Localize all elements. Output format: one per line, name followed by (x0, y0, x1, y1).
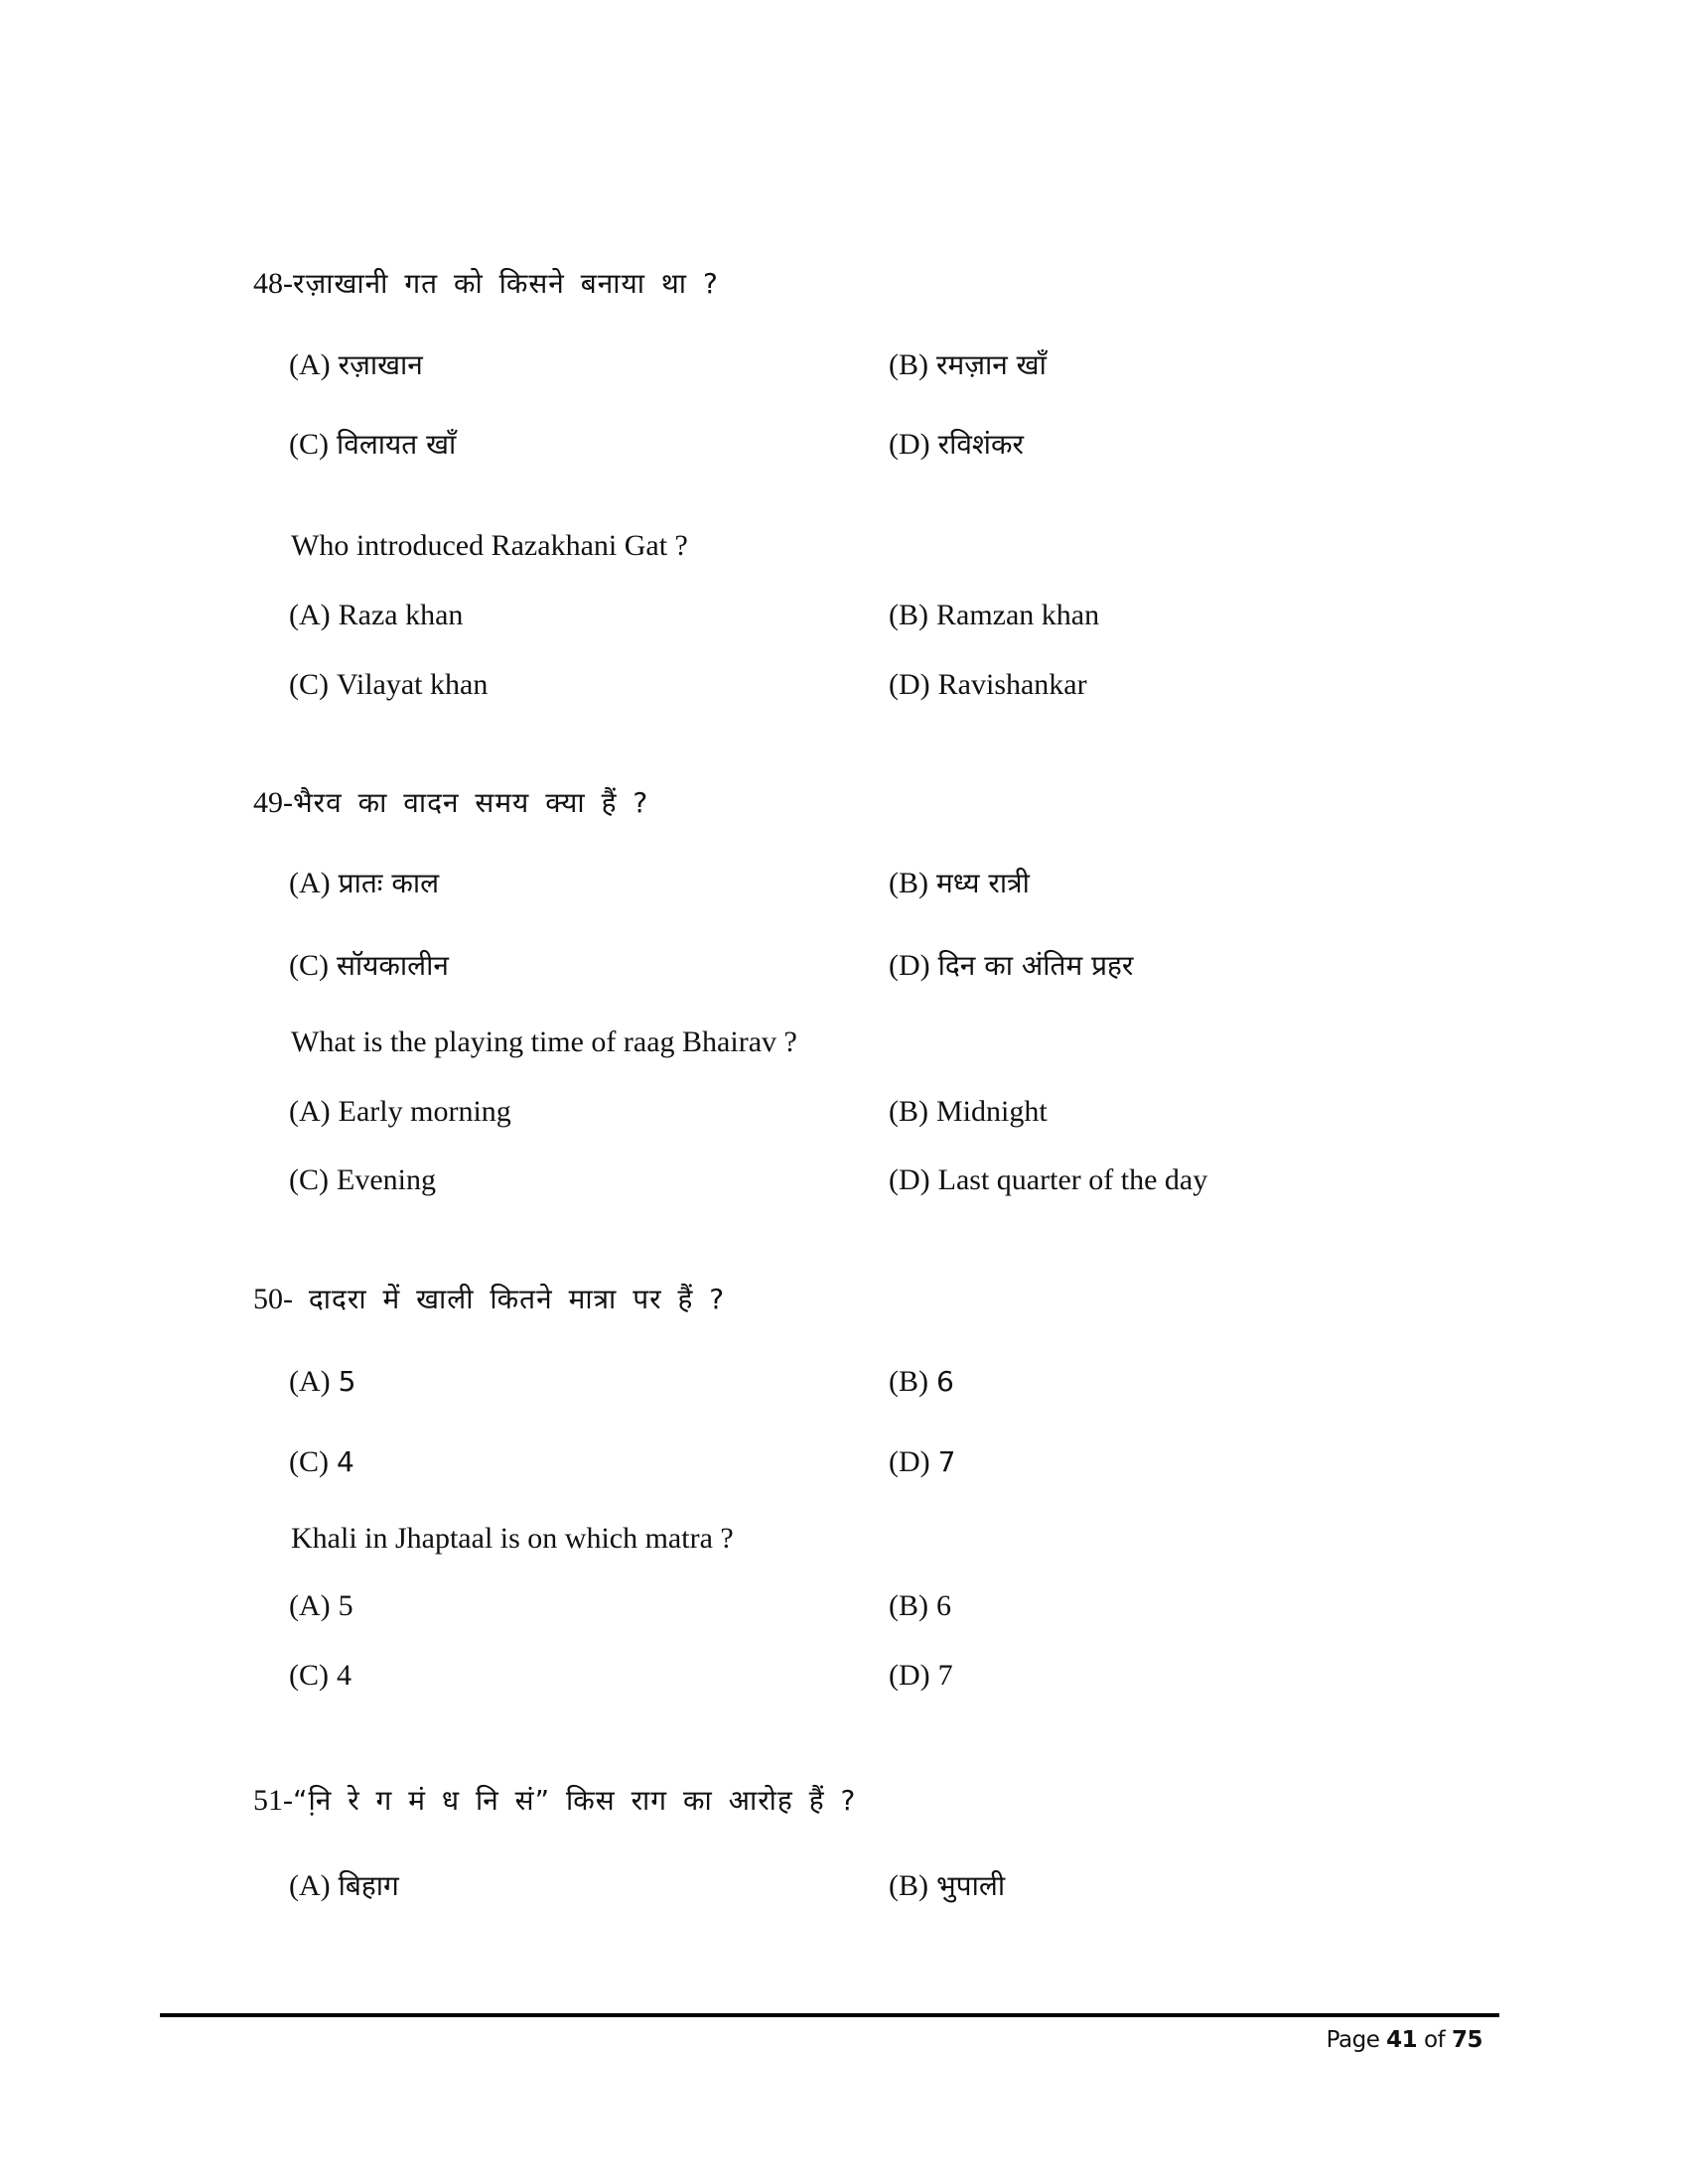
question-text: रज़ाखानी गत को किसने बनाया था ? (293, 267, 719, 300)
option-c: (C) सॉयकालीन (289, 949, 449, 982)
question-number: 49- (253, 786, 293, 819)
option-d: (D) रविशंकर (889, 428, 1024, 461)
option-d: (D) Last quarter of the day (889, 1163, 1208, 1196)
option-c: (C) Vilayat khan (289, 668, 489, 701)
question-50-english: Khali in Jhaptaal is on which matra ? (291, 1522, 734, 1555)
option-a: (A) 5 (289, 1589, 353, 1622)
option-d: (D) दिन का अंतिम प्रहर (889, 949, 1134, 982)
page-number: Page 41 of 75 (1326, 2027, 1482, 2053)
option-c: (C) 4 (289, 1445, 354, 1478)
option-d: (D) 7 (889, 1659, 953, 1692)
option-c: (C) विलायत खाँ (289, 428, 457, 461)
option-a: (A) प्रातः काल (289, 867, 440, 899)
question-text: भैरव का वादन समय क्या हैं ? (293, 786, 649, 819)
question-number: 48- (253, 267, 293, 300)
option-b: (B) 6 (889, 1589, 951, 1622)
option-b: (B) Midnight (889, 1095, 1048, 1128)
question-text: “नि़ रे ग मं ध नि सं” किस राग का आरोह हैं ? (293, 1784, 857, 1817)
question-number: 50- (253, 1283, 293, 1315)
option-d: (D) Ravishankar (889, 668, 1087, 701)
option-a: (A) बिहाग (289, 1869, 399, 1902)
option-b: (B) रमज़ान खाँ (889, 348, 1047, 381)
option-c: (C) 4 (289, 1659, 352, 1692)
option-b: (B) Ramzan khan (889, 599, 1100, 631)
question-text: दादरा में खाली कितने मात्रा पर हैं ? (293, 1283, 726, 1315)
question-50-hindi (253, 1280, 725, 1319)
footer-divider (160, 2013, 1499, 2017)
question-49-english: What is the playing time of raag Bhairav ? (291, 1025, 797, 1058)
option-c: (C) Evening (289, 1163, 436, 1196)
question-number: 51- (253, 1784, 293, 1817)
option-b: (B) 6 (889, 1365, 954, 1398)
option-a: (A) 5 (289, 1365, 356, 1398)
option-b: (B) मध्य रात्री (889, 867, 1030, 899)
option-a: (A) रज़ाखान (289, 348, 423, 381)
question-48-hindi (253, 264, 719, 304)
option-a: (A) Raza khan (289, 599, 464, 631)
option-d: (D) 7 (889, 1445, 956, 1478)
question-48-english: Who introduced Razakhani Gat ? (291, 529, 688, 562)
option-b: (B) भुपाली (889, 1869, 1006, 1902)
option-a: (A) Early morning (289, 1095, 511, 1128)
question-49-hindi (253, 783, 648, 823)
question-51-hindi (253, 1781, 856, 1821)
